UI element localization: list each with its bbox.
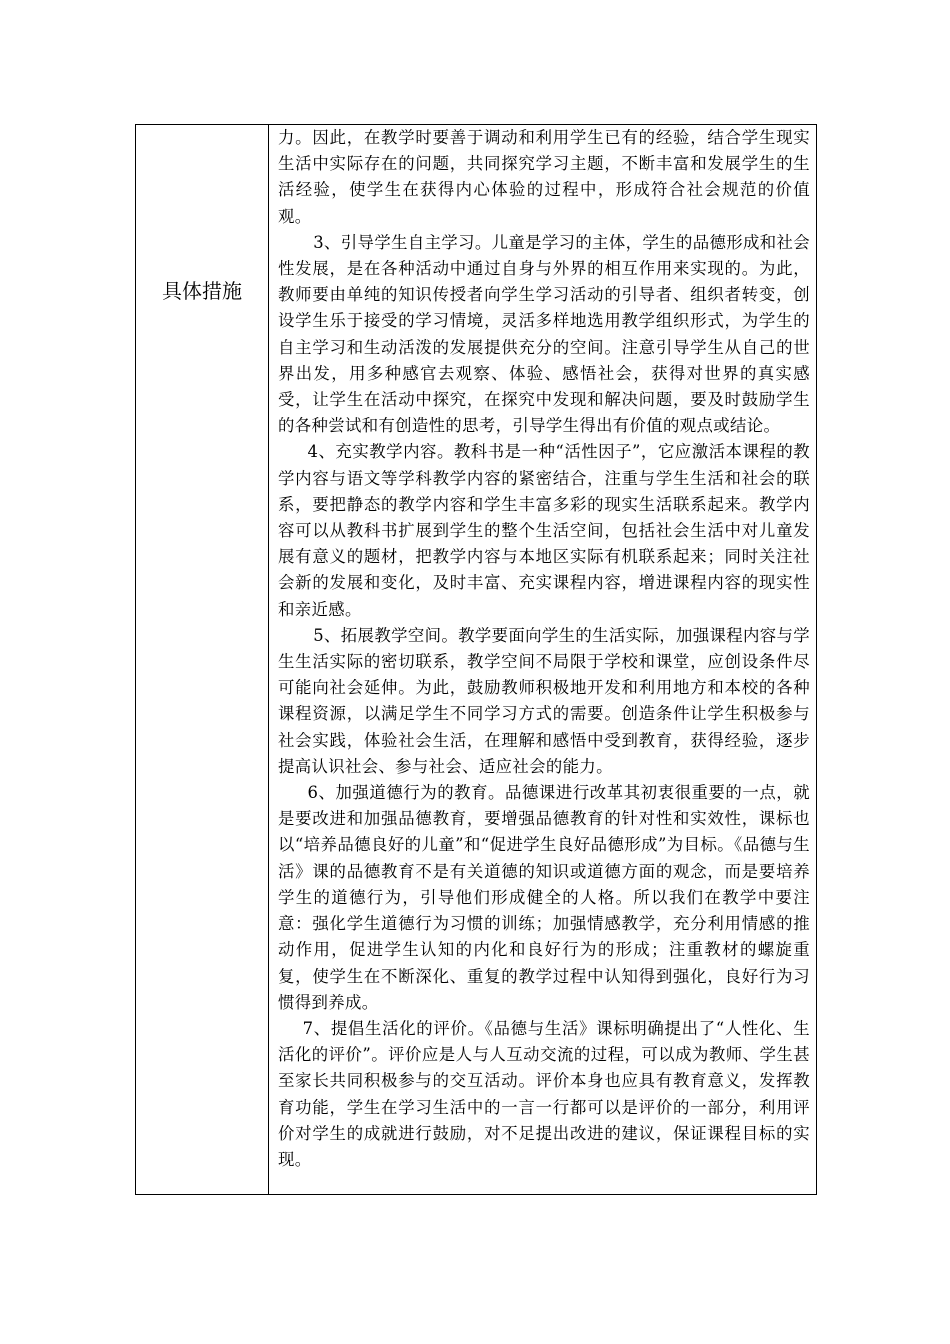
paragraph-item-3: 3、引导学生自主学习。儿童是学习的主体，学生的品德形成和社会性发展，是在各种活动中通过自身与外界的相互作用来实现的。为此，教师要由单纯的知识传授者向学生学习活动的引导者、组织者转变，创设学生乐于接受的学习情境，灵活多样地选用教学组织形式，为学生的自主学习和生动活泼的发展提供充分的空间。注意引导学生从自己的世界出发，用多种感官去观察、体验、感悟社会，获得对世界的真实感受，让学生在活动中探究，在探究中发现和解决问题，要及时鼓励学生的各种尝试和有创造性的思考，引导学生得出有价值的观点或结论。 xyxy=(278,232,810,436)
paragraph-continuation: 力。因此，在教学时要善于调动和利用学生已有的经验，结合学生现实生活中实际存在的问题，共同探究学习主题，不断丰富和发展学生的生活经验，使学生在获得内心体验的过程中，形成符合社会规范的价值观。 xyxy=(278,128,810,226)
content-body xyxy=(269,125,816,1173)
paragraph-item-6: 6、加强道德行为的教育。品德课进行改革其初衷很重要的一点，就是要改进和加强品德教育，要增强品德教育的针对性和实效性，课标也以“培养品德良好的儿童”和“促进学生良好品德形成”为目标。《品德与生活》课的品德教育不是有关道德的知识或道德方面的观念，而是要培养学生的道德行为，引导他们形成健全的人格。所以我们在教学中要注意：强化学生道德行为习惯的训练；加强情感教学，充分利用情感的推动作用，促进学生认知的内化和良好行为的形成；注重教材的螺旋重复，使学生在不断深化、重复的教学过程中认知得到强化，良好行为习惯得到养成。 xyxy=(278,783,810,1012)
paragraph-item-5: 5、拓展教学空间。教学要面向学生的生活实际，加强课程内容与学生生活实际的密切联系，教学空间不局限于学校和课堂，应创设条件尽可能向社会延伸。为此，鼓励教师积极地开发和利用地方和本校的各种课程资源，以满足学生不同学习方式的需要。创造条件让学生积极参与社会实践，体验社会生活，在理解和感悟中受到教育，获得经验，逐步提高认识社会、参与社会、适应社会的能力。 xyxy=(278,625,810,776)
paragraph-item-4: 4、充实教学内容。教科书是一种“活性因子”，它应激活本课程的教学内容与语文等学科教学内容的紧密结合，注重与学生生活和社会的联系，要把静态的教学内容和学生丰富多彩的现实生活联系起来。教学内容可以从教科书扩展到学生的整个生活空间，包括社会生活中对儿童发展有意义的题材，把教学内容与本地区实际有机联系起来；同时关注社会新的发展和变化，及时丰富、充实课程内容，增进课程内容的现实性和亲近感。 xyxy=(278,442,810,619)
measures-table xyxy=(135,124,817,1195)
row-label: 具体措施 xyxy=(162,279,242,303)
row-content-cell xyxy=(269,125,817,1195)
row-label-cell xyxy=(136,125,269,1195)
table-row xyxy=(136,125,817,1195)
paragraph-item-7: 7、提倡生活化的评价。《品德与生活》课标明确提出了“人性化、生活化的评价”。评价应是人与人互动交流的过程，可以成为教师、学生甚至家长共同积极参与的交互活动。评价本身也应具有教育意义，发挥教育功能，学生在学习生活中的一言一行都可以是评价的一部分，利用评价对学生的成就进行鼓励，对不足提出改进的建议，保证课程目标的实现。 xyxy=(278,1018,810,1169)
